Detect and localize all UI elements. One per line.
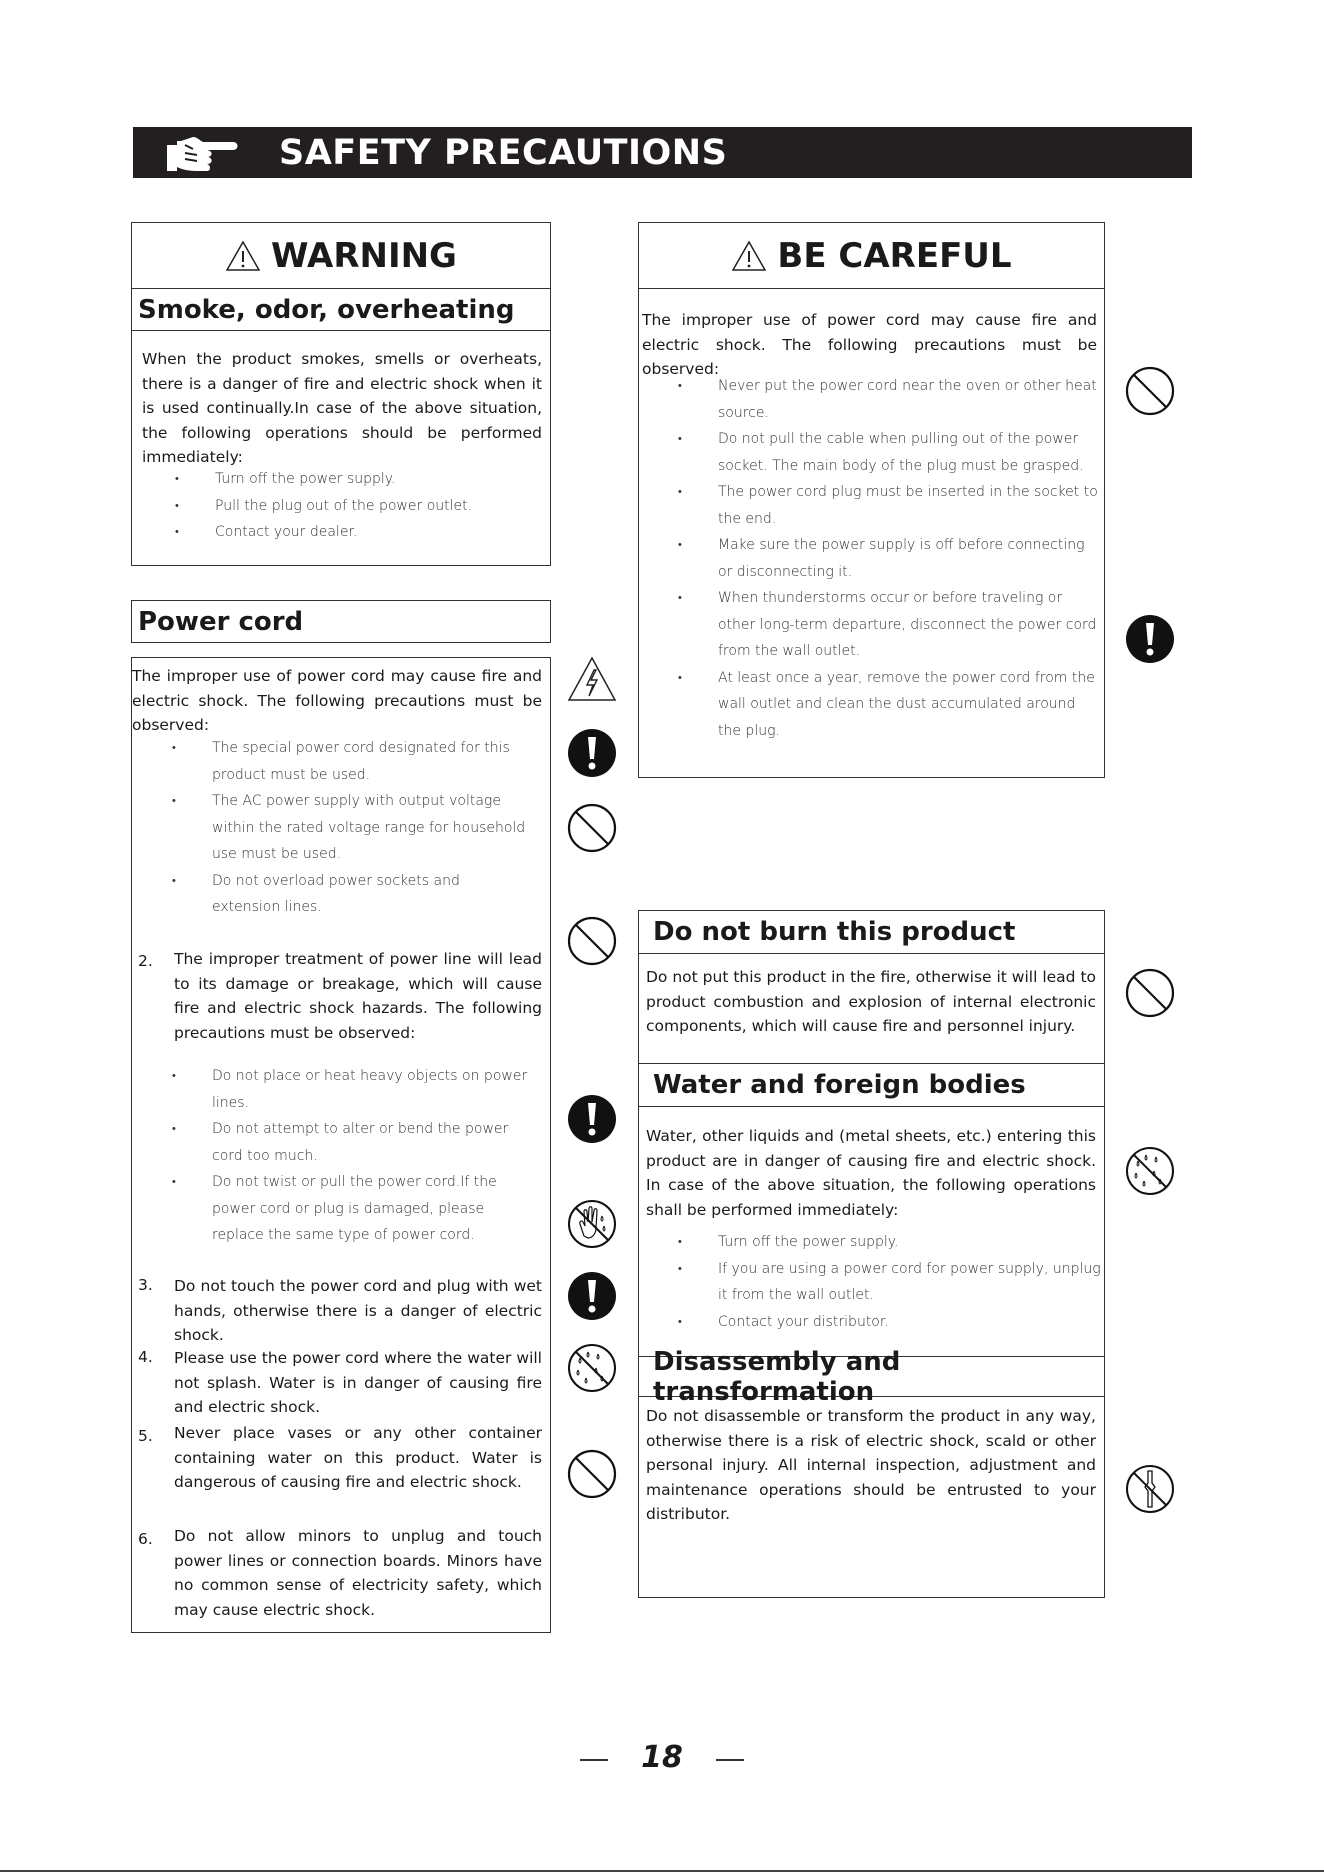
list-item: • Make sure the power supply is off before connecting or disconnecting it. (718, 532, 1101, 585)
mandatory-exclamation-icon (566, 1270, 618, 1322)
prohibition-icon (1124, 365, 1176, 417)
smoke-list (215, 466, 535, 546)
list-item: • Contact your distributor. (718, 1309, 1101, 1336)
disassembly-paragraph: Do not disassemble or transform the product in any way, otherwise there is a risk of electric shock, scald or other personal injury. All internal inspection, adjustment and maintenance operations should be entrusted to your distributor. (646, 1407, 1096, 1523)
warning-triangle-icon (225, 240, 261, 272)
item-number: 6. (138, 1530, 153, 1548)
mandatory-exclamation-icon (1124, 613, 1176, 665)
water-heading: Water and foreign bodies (639, 1063, 1104, 1107)
prohibition-icon (566, 915, 618, 967)
list-item: • When thunderstorms occur or before traveling or other long-term departure, disconnect the power cord from the wall outlet. (718, 585, 1101, 665)
page-title: SAFETY PRECAUTIONS (279, 132, 728, 173)
list-item: • Contact your dealer. (215, 519, 535, 546)
burn-heading: Do not burn this product (639, 911, 1104, 954)
section-header-bar (133, 127, 1192, 178)
pointing-hand-icon (163, 131, 239, 175)
water-list (718, 1229, 1101, 1335)
power-cord-p5: Never place vases or any other container containing water on this product. Water is dangerous of causing fire and electric shock. (174, 1424, 542, 1491)
list-item: • Pull the plug out of the power outlet. (215, 493, 535, 520)
smoke-heading: Smoke, odor, overheating (132, 289, 550, 331)
water-paragraph: Water, other liquids and (metal sheets, etc.) entering this product are in danger of causing fire and electric shock. In case of the above situation, the following operations shall be performed immediately: (646, 1127, 1096, 1219)
power-cord-heading: Power cord (131, 600, 551, 643)
power-cord-intro: The improper use of power cord may cause fire and electric shock. The following precautions must be observed: (132, 667, 542, 734)
no-water-splash-icon (566, 1342, 618, 1394)
no-wet-hands-icon (566, 1198, 618, 1250)
list-item: • If you are using a power cord for power supply, unplug it from the wall outlet. (718, 1256, 1101, 1309)
mandatory-exclamation-icon (566, 727, 618, 779)
power-cord-list-2 (212, 1063, 532, 1249)
item-number: 2. (138, 952, 153, 970)
prohibition-icon (566, 1448, 618, 1500)
item-number: 3. (138, 1276, 153, 1294)
prohibition-icon (1124, 967, 1176, 1019)
power-cord-p3: Do not touch the power cord and plug with wet hands, otherwise there is a danger of electric shock. (174, 1277, 542, 1344)
list-item: • Do not place or heat heavy objects on power lines. (212, 1063, 532, 1116)
list-item: • The power cord plug must be inserted in the socket to the end. (718, 479, 1101, 532)
item-number: 5. (138, 1427, 153, 1445)
list-item: • Do not pull the cable when pulling out of the power socket. The main body of the plug must be grasped. (718, 426, 1101, 479)
burn-paragraph: Do not put this product in the fire, otherwise it will lead to product combustion and explosion of internal electronic components, which will cause fire and personnel injury. (646, 968, 1096, 1035)
warning-box (131, 222, 551, 566)
page-number: 18 (641, 1740, 683, 1775)
power-cord-p2: The improper treatment of power line will lead to its damage or breakage, which will cause fire and electric shock hazards. The following precautions must be observed: (174, 950, 542, 1042)
item-number: 4. (138, 1348, 153, 1366)
list-item: • Do not attempt to alter or bend the power cord too much. (212, 1116, 532, 1169)
smoke-paragraph: When the product smokes, smells or overheats, there is a danger of fire and electric shock when it is used continually.In case of the above situation, the following operations should be performed immediately: (142, 350, 542, 466)
list-item: • Do not overload power sockets and extension lines. (212, 868, 532, 921)
list-item: • The AC power supply with output voltage within the rated voltage range for household use must be used. (212, 788, 532, 868)
electric-shock-warning-icon (566, 654, 618, 706)
no-disassembly-icon (1124, 1463, 1176, 1515)
mandatory-exclamation-icon (566, 1093, 618, 1145)
warning-title: WARNING (132, 223, 550, 289)
be-careful-box (638, 222, 1105, 778)
warning-triangle-icon (731, 240, 767, 272)
power-cord-p6: Do not allow minors to unplug and touch power lines or connection boards. Minors have no common sense of electricity safety, which may cause electric shock. (174, 1527, 542, 1619)
burn-water-disassembly-box (638, 910, 1105, 1598)
power-cord-list-1 (212, 735, 532, 921)
list-item: • At least once a year, remove the power cord from the wall outlet and clean the dust accumulated around the plug. (718, 665, 1101, 745)
list-item: • Turn off the power supply. (718, 1229, 1101, 1256)
disassembly-heading: Disassembly and transformation (639, 1356, 1104, 1397)
be-careful-title: BE CAREFUL (639, 223, 1104, 289)
be-careful-intro: The improper use of power cord may cause fire and electric shock. The following precautions must be observed: (642, 311, 1097, 378)
list-item: • The special power cord designated for this product must be used. (212, 735, 532, 788)
no-water-splash-icon (1124, 1145, 1176, 1197)
list-item: • Do not twist or pull the power cord.If the power cord or plug is damaged, please replace the same type of power cord. (212, 1169, 532, 1249)
page-number-dash (716, 1759, 744, 1761)
power-cord-p4: Please use the power cord where the water will not splash. Water is in danger of causing fire and electric shock. (174, 1349, 542, 1416)
be-careful-list (718, 373, 1101, 744)
list-item: • Turn off the power supply. (215, 466, 535, 493)
power-cord-box (131, 657, 551, 1633)
list-item: • Never put the power cord near the oven or other heat source. (718, 373, 1101, 426)
prohibition-icon (566, 802, 618, 854)
